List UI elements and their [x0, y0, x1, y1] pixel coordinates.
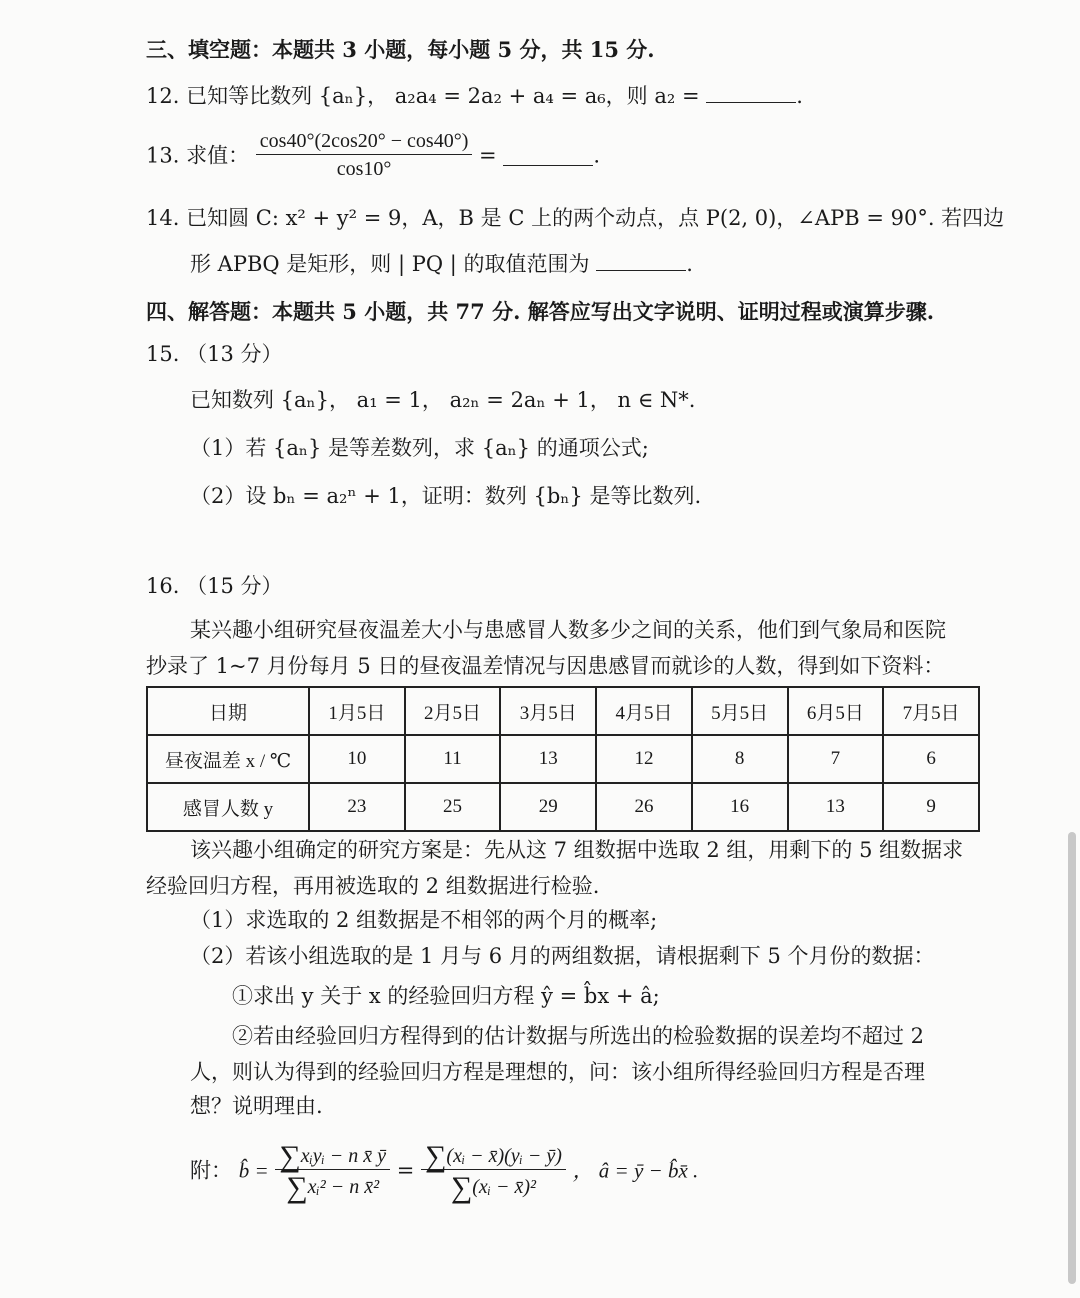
table-row-cold-count: [147, 783, 979, 831]
fraction-2: $\frac{\text{∑(xᵢ − x̄)(yᵢ − ȳ)}}{\text{∑(xᵢ − x̄)²}}$: [421, 1140, 566, 1201]
table-cell: 8: [692, 735, 788, 783]
question-16-part1: （1）求选取的 2 组数据是不相邻的两个月的概率;: [190, 908, 658, 932]
numerator: cos40°(2cos20° − cos40°): [256, 128, 473, 155]
question-16-part2b-line1: ②若由经验回归方程得到的估计数据与所选出的检验数据的误差均不超过 2: [232, 1024, 925, 1048]
answer-blank: [706, 82, 796, 103]
appendix-label: 附：: [190, 1158, 232, 1183]
question-number: 13.: [146, 143, 180, 168]
table-cell: 7: [788, 735, 884, 783]
fraction: [256, 128, 473, 183]
answer-blank: [503, 145, 593, 166]
table-cell: 3月5日: [500, 687, 596, 735]
question-15-part2: （2）设 bₙ = a₂ⁿ + 1，证明：数列 {bₙ} 是等比数列.: [190, 484, 702, 508]
table-cell: 12: [596, 735, 692, 783]
data-table: [146, 686, 980, 832]
table-row-label: 感冒人数 y: [147, 783, 309, 831]
table-header-row: [147, 687, 979, 735]
table-cell: 11: [405, 735, 501, 783]
question-16-intro-line1: 某兴趣小组研究昼夜温差大小与患感冒人数多少之间的关系，他们到气象局和医院: [190, 618, 946, 642]
table-cell: 29: [500, 783, 596, 831]
question-15-header: [146, 340, 283, 368]
sigma-icon: ∑: [450, 1171, 473, 1204]
question-number: 16.: [146, 574, 180, 598]
table-cell: 26: [596, 783, 692, 831]
question-13: 13. 求值： $\frac{\cos 40^\circ(2\cos 20^\circ - \cos 40^\circ)}{\cos 10^\circ}$ = .: [146, 128, 600, 188]
question-score: （15 分）: [186, 574, 283, 598]
table-cell: 6月5日: [788, 687, 884, 735]
sigma-icon: ∑: [286, 1171, 308, 1204]
sigma-icon: ∑: [425, 1140, 447, 1173]
table-row-label: 昼夜温差 x / ℃: [147, 735, 309, 783]
question-14-line2: 形 APBQ 是矩形，则 | PQ | 的取值范围为 .: [190, 252, 693, 276]
table-cell: 7月5日: [883, 687, 979, 735]
table-cell: 13: [500, 735, 596, 783]
table-cell: 16: [692, 783, 788, 831]
scrollbar[interactable]: [1068, 832, 1076, 1284]
table-cell: 5月5日: [692, 687, 788, 735]
fraction-1: $\frac{\text{∑xᵢyᵢ − n x̄ ȳ}}{\text{∑xᵢ² − n x̄²}}$: [275, 1140, 390, 1201]
table-cell: 日期: [147, 687, 309, 735]
question-16-plan-line2: 经验回归方程，再用被选取的 2 组数据进行检验.: [146, 874, 600, 898]
table-cell: 25: [405, 783, 501, 831]
question-16-intro-line2: 抄录了 1~7 月份每月 5 日的昼夜温差情况与因患感冒而就诊的人数，得到如下资料：: [146, 654, 945, 678]
table-cell: 23: [309, 783, 405, 831]
table-cell: 2月5日: [405, 687, 501, 735]
table-cell: 10: [309, 735, 405, 783]
question-15-part1: （1）若 {aₙ} 是等差数列，求 {aₙ} 的通项公式;: [190, 436, 649, 460]
question-16-part2b-line2: 人，则认为得到的经验回归方程是理想的，问：该小组所得经验回归方程是否理: [190, 1060, 925, 1084]
question-16-plan-line1: 该兴趣小组确定的研究方案是：先从这 7 组数据中选取 2 组，用剩下的 5 组数据求: [190, 838, 964, 862]
b-hat-label: b̂ =: [238, 1158, 269, 1183]
question-16-header: [146, 572, 283, 600]
question-16-part2b-line3: 想？说明理由.: [190, 1094, 323, 1118]
table-cell: 9: [883, 783, 979, 831]
question-number: 15.: [146, 342, 180, 366]
question-16-part2a: ①求出 y 关于 x 的经验回归方程 ŷ = b̂x + â;: [232, 984, 660, 1008]
sigma-icon: ∑: [279, 1140, 301, 1173]
table-cell: 4月5日: [596, 687, 692, 735]
section-4-heading: 四、解答题：本题共 5 小题，共 77 分. 解答应写出文字说明、证明过程或演算步骤.: [146, 299, 935, 324]
question-15-stem: 已知数列 {aₙ}， a₁ = 1， a₂ₙ = 2aₙ + 1， n ∈ N*.: [190, 388, 696, 412]
question-number: 12.: [146, 84, 180, 108]
question-16-part2: （2）若该小组选取的是 1 月与 6 月的两组数据，请根据剩下 5 个月份的数据：: [190, 944, 935, 968]
question-score: （13 分）: [186, 342, 283, 366]
question-text: 已知等比数列 {aₙ}， a₂a₄ = 2a₂ + a₄ = a₆，则 a₂ =: [186, 84, 700, 108]
question-14-line1: 14. 已知圆 C: x² + y² = 9，A，B 是 C 上的两个动点，点 P(2, 0)，∠APB = 90°. 若四边: [146, 206, 1005, 230]
denominator: cos10°: [336, 158, 392, 180]
question-label: 求值：: [186, 143, 250, 168]
appendix-formula: 附： b̂ = $\frac{\text{∑xᵢyᵢ − n x̄ ȳ}}{\text{∑xᵢ² − n x̄²}}$ = $\frac{\text{∑(xᵢ − x̄)(yᵢ − ȳ)}}{\text{∑(xᵢ − x̄)²}}$ ， â = ȳ − b̂x̄ .: [190, 1140, 699, 1204]
section-3-heading: 三、填空题：本题共 3 小题，每小题 5 分，共 15 分.: [146, 37, 655, 62]
table-row-temperature: [147, 735, 979, 783]
answer-blank: [596, 250, 686, 271]
question-12: 12. 已知等比数列 {aₙ}， a₂a₄ = 2a₂ + a₄ = a₆，则 a₂ = .: [146, 84, 803, 108]
a-hat-formula: ， â = ȳ − b̂x̄ .: [572, 1158, 699, 1183]
table-cell: 1月5日: [309, 687, 405, 735]
question-number: 14.: [146, 206, 180, 230]
table-cell: 13: [788, 783, 884, 831]
table-cell: 6: [883, 735, 979, 783]
